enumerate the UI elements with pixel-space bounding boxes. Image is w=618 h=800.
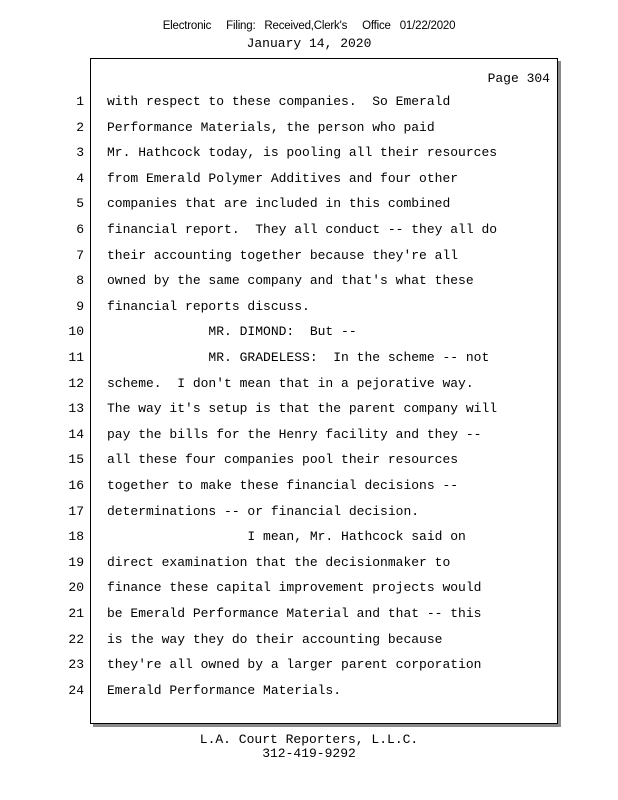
line-number: 2 [76, 119, 84, 135]
line-number: 18 [68, 529, 84, 545]
transcript-line [0, 578, 560, 598]
transcript-line [0, 527, 560, 547]
line-text: MR. GRADELESS: In the scheme -- not [107, 350, 490, 365]
line-text: Mr. Hathcock today, is pooling all their resources [107, 145, 498, 161]
line-text: finance these capital improvement projects would [107, 580, 482, 596]
reporter-company: L.A. Court Reporters, L.L.C. [199, 732, 419, 747]
transcript-line [0, 271, 560, 291]
line-number: 16 [68, 478, 84, 493]
line-number: 21 [68, 606, 84, 621]
line-number: 5 [76, 196, 84, 212]
line-text: I mean, Mr. Hathcock said on [107, 529, 466, 545]
transcript-line [0, 297, 560, 317]
transcript-line [0, 374, 560, 394]
line-number: 22 [68, 631, 84, 647]
line-number: 24 [68, 682, 84, 698]
line-text: all these four companies pool their resources [107, 452, 459, 468]
line-text: MR. DIMOND: But -- [107, 324, 357, 340]
transcript-line [0, 220, 560, 240]
line-number: 1 [76, 94, 84, 109]
transcript-line [0, 502, 560, 522]
reporter-phone: 312-419-9292 [262, 746, 356, 761]
transcript-line [0, 553, 560, 573]
line-text: from Emerald Polymer Additives and four other [107, 170, 459, 186]
page-number: Page 304 [487, 71, 550, 86]
line-text: companies that are included in this combined [107, 196, 451, 212]
transcript-line [0, 450, 560, 470]
transcript-line [0, 604, 560, 624]
line-text: they're all owned by a larger parent corporation [107, 657, 482, 673]
line-number: 15 [68, 452, 84, 468]
transcript-line [0, 169, 560, 189]
line-text: determinations -- or financial decision. [107, 503, 420, 519]
line-number: 19 [68, 554, 84, 570]
transcript-line [0, 322, 560, 342]
transcript-line [0, 399, 560, 419]
line-text: Emerald Performance Materials. [107, 682, 342, 698]
line-text: The way it's setup is that the parent company will [107, 401, 498, 417]
transcript-line [0, 246, 560, 266]
transcript-line [0, 143, 560, 163]
line-text: scheme. I don't mean that in a pejorative way. [107, 375, 474, 391]
line-number: 14 [68, 426, 84, 442]
line-number: 7 [76, 247, 84, 263]
line-number: 6 [76, 222, 84, 237]
line-text: with respect to these companies. So Emerald [107, 94, 451, 109]
transcript-line [0, 655, 560, 675]
transcript-line [0, 348, 560, 368]
line-text: pay the bills for the Henry facility and they -- [107, 426, 482, 442]
transcript-line [0, 681, 560, 701]
line-text: together to make these financial decisions -- [107, 478, 459, 493]
line-number: 8 [76, 273, 84, 289]
transcript-line [0, 630, 560, 650]
line-number: 3 [76, 145, 84, 161]
transcript-line [0, 425, 560, 445]
hearing-date: January 14, 2020 [246, 36, 372, 51]
line-text: direct examination that the decisionmaker to [107, 554, 451, 570]
line-text: financial report. They all conduct -- they all do [107, 222, 498, 237]
line-text: financial reports discuss. [107, 298, 310, 314]
line-text: be Emerald Performance Material and that -- this [107, 606, 482, 621]
line-text: Performance Materials, the person who paid [107, 119, 435, 135]
line-number: 11 [68, 350, 84, 365]
transcript-line [0, 476, 560, 496]
line-text: is the way they do their accounting because [107, 631, 443, 647]
line-number: 13 [68, 401, 84, 417]
line-number: 20 [68, 580, 84, 596]
line-number: 17 [68, 503, 84, 519]
line-number: 12 [68, 375, 84, 391]
line-number: 4 [76, 170, 84, 186]
line-number: 10 [68, 324, 84, 340]
transcript-line [0, 194, 560, 214]
filing-stamp: Electronic Filing: Received,Clerk's Office 01/22/2020 [162, 20, 456, 32]
line-text: their accounting together because they're all [107, 247, 459, 263]
transcript-line [0, 118, 560, 138]
line-number: 23 [68, 657, 84, 673]
transcript-line [0, 92, 560, 112]
line-number: 9 [76, 298, 84, 314]
line-text: owned by the same company and that's what these [107, 273, 474, 289]
